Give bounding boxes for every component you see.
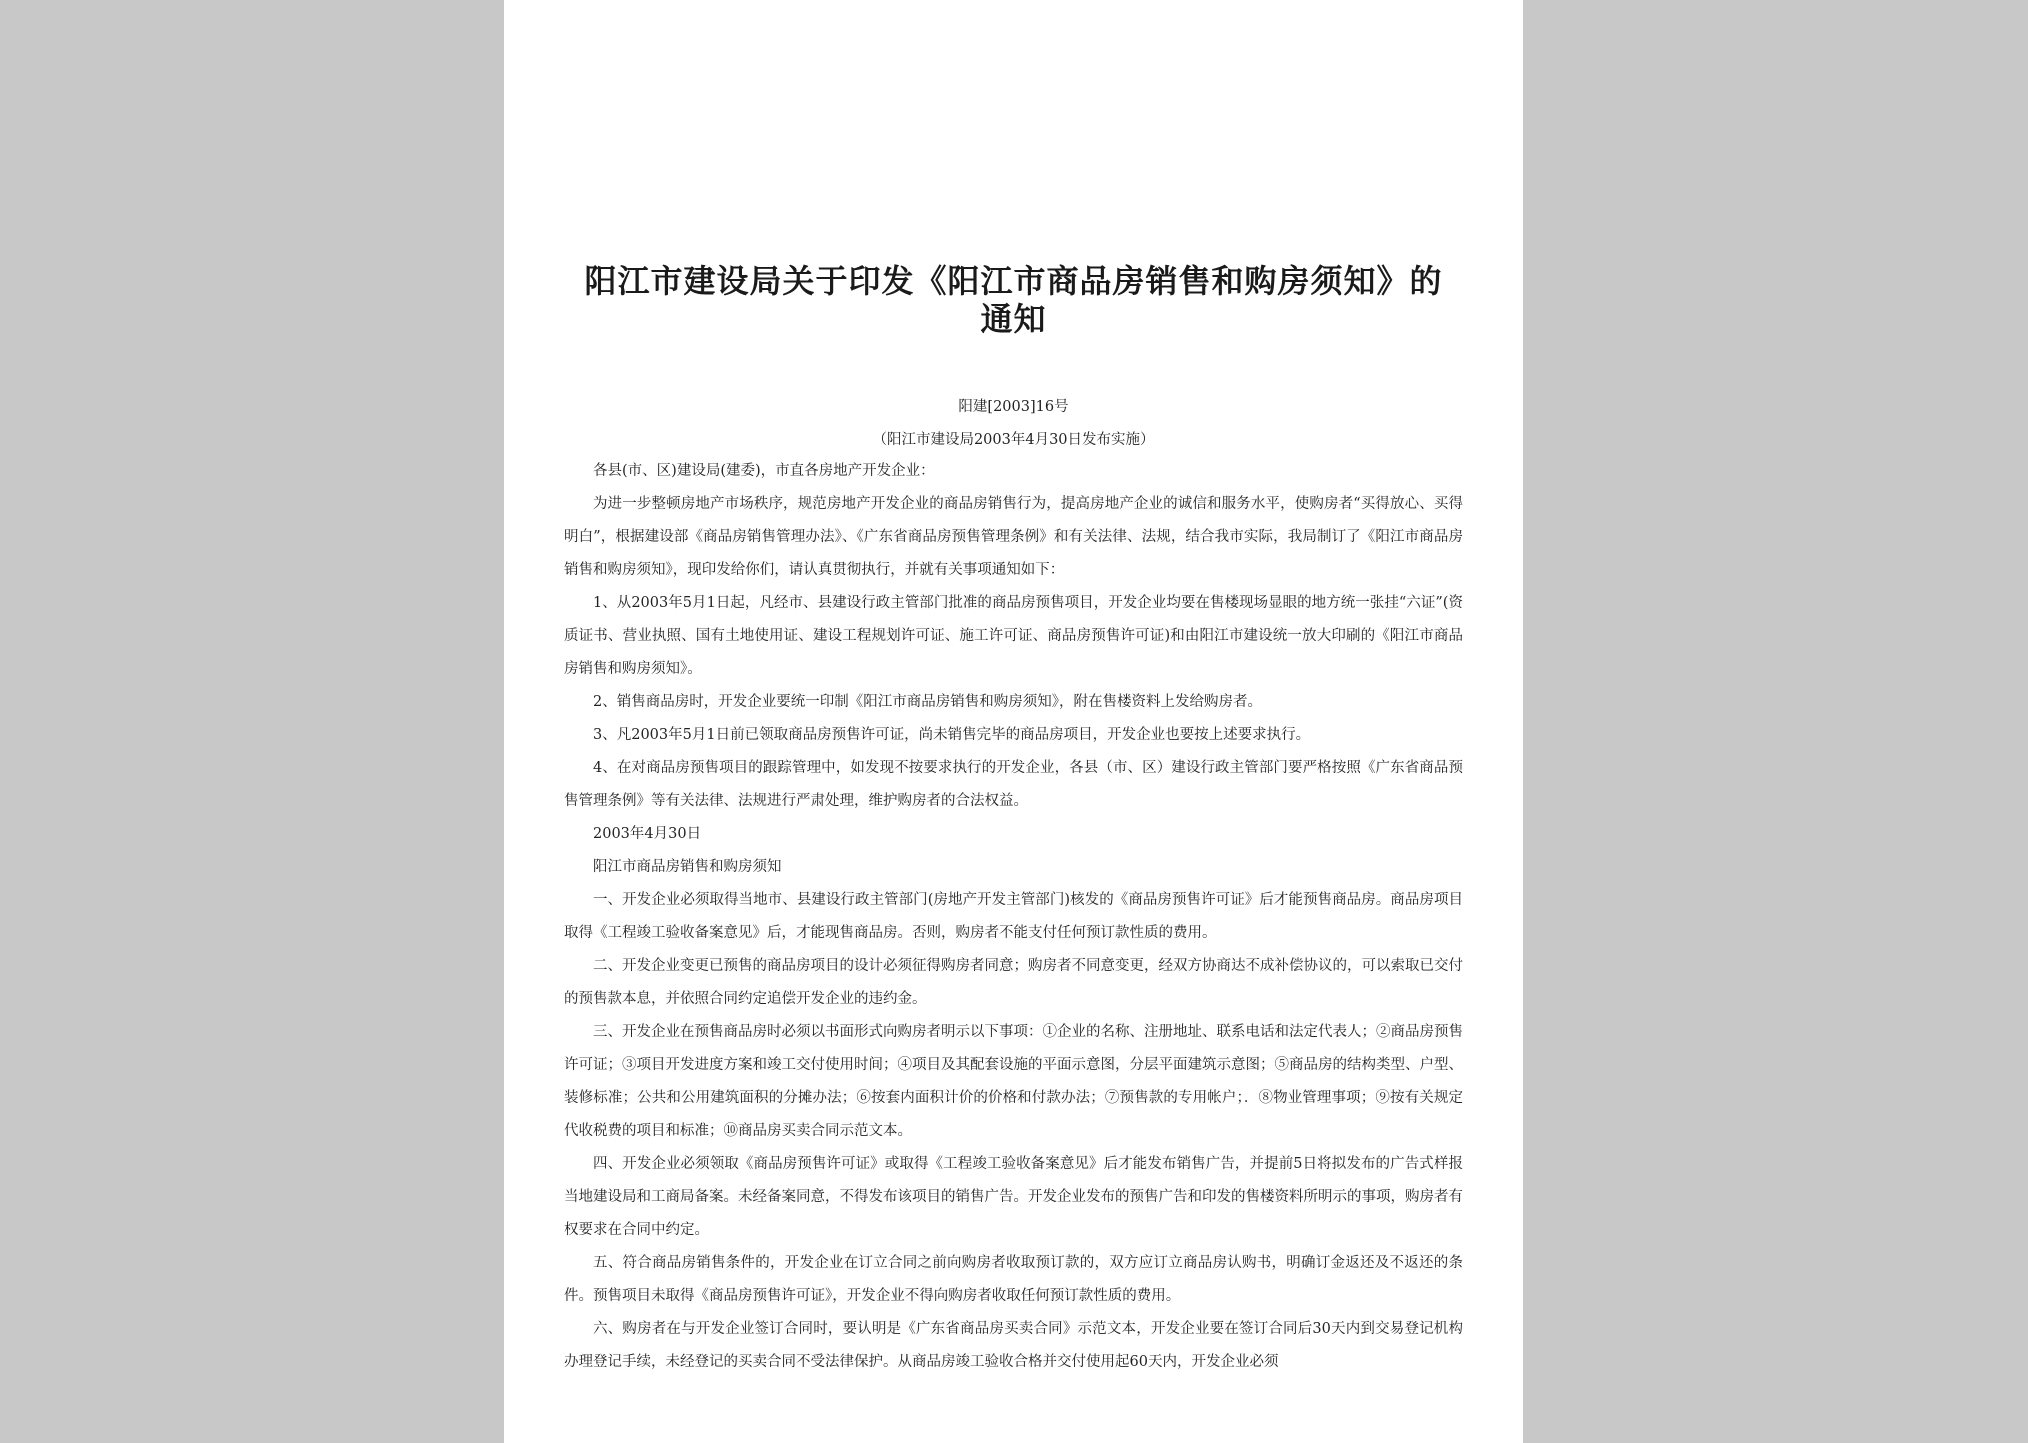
paragraph: 四、开发企业必须领取《商品房预售许可证》或取得《工程竣工验收备案意见》后才能发布销售广告，并提前5日将拟发布的广告式样报当地建设局和工商局备案。未经备案同意，不得发布该项目的销售广告。开发企业发布的预售广告和印发的售楼资料所明示的事项，购房者有权要求在合同中约定。 (564, 1156, 1463, 1238)
paragraph: 2、销售商品房时，开发企业要统一印制《阳江市商品房销售和购房须知》，附在售楼资料上发给购房者。 (593, 694, 1262, 710)
issue-note: （阳江市建设局2003年4月30日发布实施） (872, 432, 1155, 448)
paragraph: 为进一步整顿房地产市场秩序，规范房地产开发企业的商品房销售行为，提高房地产企业的诚信和服务水平，使购房者“买得放心、买得明白”，根据建设部《商品房销售管理办法》、《广东省商品房预售管理条例》和有关法律、法规，结合我市实际，我局制订了《阳江市商品房销售和购房须知》，现印发给你们，请认真贯彻执行，并就有关事项通知如下： (564, 496, 1463, 578)
document-title: 阳江市建设局关于印发《阳江市商品房销售和购房须知》的通知 (584, 262, 1443, 338)
paragraph: 二、开发企业变更已预售的商品房项目的设计必须征得购房者同意；购房者不同意变更，经双方协商达不成补偿协议的，可以索取已交付的预售款本息，并依照合同约定追偿开发企业的违约金。 (564, 958, 1463, 1007)
document-body (564, 455, 1463, 1379)
paragraph: 3、凡2003年5月1日前已领取商品房预售许可证，尚未销售完毕的商品房项目，开发企业也要按上述要求执行。 (593, 727, 1311, 743)
paragraph: 三、开发企业在预售商品房时必须以书面形式向购房者明示以下事项：①企业的名称、注册地址、联系电话和法定代表人；②商品房预售许可证；③项目开发进度方案和竣工交付使用时间；④项目及其配套设施的平面示意图，分层平面建筑示意图；⑤商品房的结构类型、户型、装修标准；公共和公用建筑面积的分摊办法；⑥按套内面积计价的价格和付款办法；⑦预售款的专用帐户；．⑧物业管理事项；⑨按有关规定代收税费的项目和标准；⑩商品房买卖合同示范文本。 (564, 1024, 1463, 1139)
paragraph: 4、在对商品房预售项目的跟踪管理中，如发现不按要求执行的开发企业，各县（市、区）建设行政主管部门要严格按照《广东省商品预售管理条例》等有关法律、法规进行严肃处理，维护购房者的合法权益。 (564, 760, 1463, 809)
paragraph: 一、开发企业必须取得当地市、县建设行政主管部门(房地产开发主管部门)核发的《商品房预售许可证》后才能预售商品房。商品房项目取得《工程竣工验收备案意见》后，才能现售商品房。否则，购房者不能支付任何预订款性质的费用。 (564, 892, 1463, 941)
paragraph: 各县(市、区)建设局(建委)，市直各房地产开发企业： (593, 463, 935, 479)
paragraph: 五、符合商品房销售条件的，开发企业在订立合同之前向购房者收取预订款的，双方应订立商品房认购书，明确订金返还及不返还的条件。预售项目未取得《商品房预售许可证》，开发企业不得向购房者收取任何预订款性质的费用。 (564, 1255, 1463, 1304)
paragraph: 1、从2003年5月1日起，凡经市、县建设行政主管部门批准的商品房预售项目，开发企业均要在售楼现场显眼的地方统一张挂“六证”(资质证书、营业执照、国有土地使用证、建设工程规划许可证、施工许可证、商品房预售许可证)和由阳江市建设统一放大印刷的《阳江市商品房销售和购房须知》。 (564, 595, 1463, 677)
document-page (504, 0, 1523, 1443)
paragraph: 六、购房者在与开发企业签订合同时，要认明是《广东省商品房买卖合同》示范文本，开发企业要在签订合同后30天内到交易登记机构办理登记手续，未经登记的买卖合同不受法律保护。从商品房竣工验收合格并交付使用起60天内，开发企业必须 (564, 1321, 1463, 1370)
document-number: 阳建[2003]16号 (958, 399, 1069, 415)
date-line: 2003年4月30日 (593, 826, 702, 842)
section-heading: 阳江市商品房销售和购房须知 (593, 859, 782, 875)
